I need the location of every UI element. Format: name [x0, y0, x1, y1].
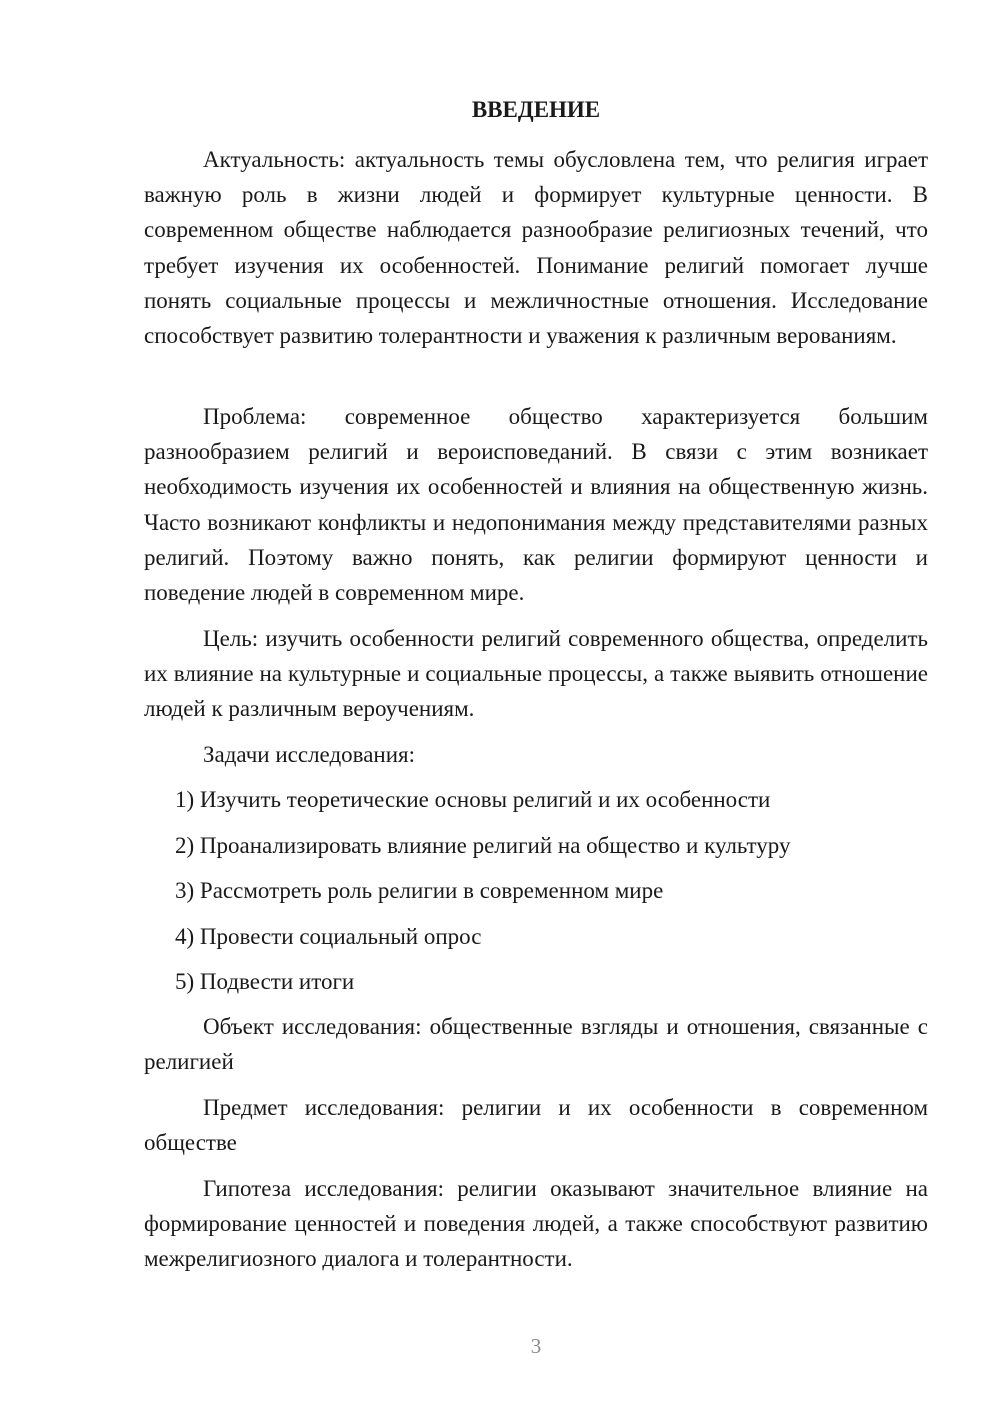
paragraph-problem: Проблема: современное общество характеризуется большим разнообразием религий и вероисповеданий. В связи с этим возникает необходимость изучения их особенностей и влияния на общественную жизнь. Часто возникают конфликты и недопонимания между представителями разных религий. Поэтому важно понять, как религии формируют ценности и поведение людей в современном мире.	[144, 404, 928, 606]
paragraph-subject: Предмет исследования: религии и их особенности в современном обществе	[144, 1095, 928, 1156]
tasks-heading: Задачи исследования:	[203, 742, 416, 767]
task-item: 4) Провести социальный опрос	[175, 923, 482, 949]
paragraph-relevance: Актуальность: актуальность темы обусловлена тем, что религия играет важную роль в жизни людей и формирует культурные ценности. В современном обществе наблюдается разнообразие религиозных течений, что требует изучения их особенностей. Понимание религий помогает лучше понять социальные процессы и межличностные отношения. Исследование способствует развитию толерантности и уважения к различным верованиям.	[144, 147, 928, 349]
task-item: 1) Изучить теоретические основы религий и их особенности	[175, 787, 771, 812]
tasks-list	[175, 782, 791, 1010]
task-item: 5) Подвести итоги	[175, 969, 355, 994]
task-item: 3) Рассмотреть роль религии в современном мире	[175, 878, 664, 903]
paragraph-hypothesis: Гипотеза исследования: религии оказывают значительное влияние на формирование ценностей и поведения людей, а также способствуют развитию межрелигиозного диалога и толерантности.	[144, 1176, 928, 1272]
task-item: 2) Проанализировать влияние религий на общество и культуру	[175, 832, 791, 858]
page-number: 3	[530, 1334, 542, 1358]
paragraph-object: Объект исследования: общественные взгляды и отношения, связанные с религией	[144, 1014, 928, 1075]
document-page	[144, 0, 928, 1414]
paragraph-goal: Цель: изучить особенности религий современного общества, определить их влияние на культурные и социальные процессы, а также выявить отношение людей к различным вероучениям.	[144, 626, 928, 722]
page-title: ВВЕДЕНИЕ	[471, 97, 601, 122]
